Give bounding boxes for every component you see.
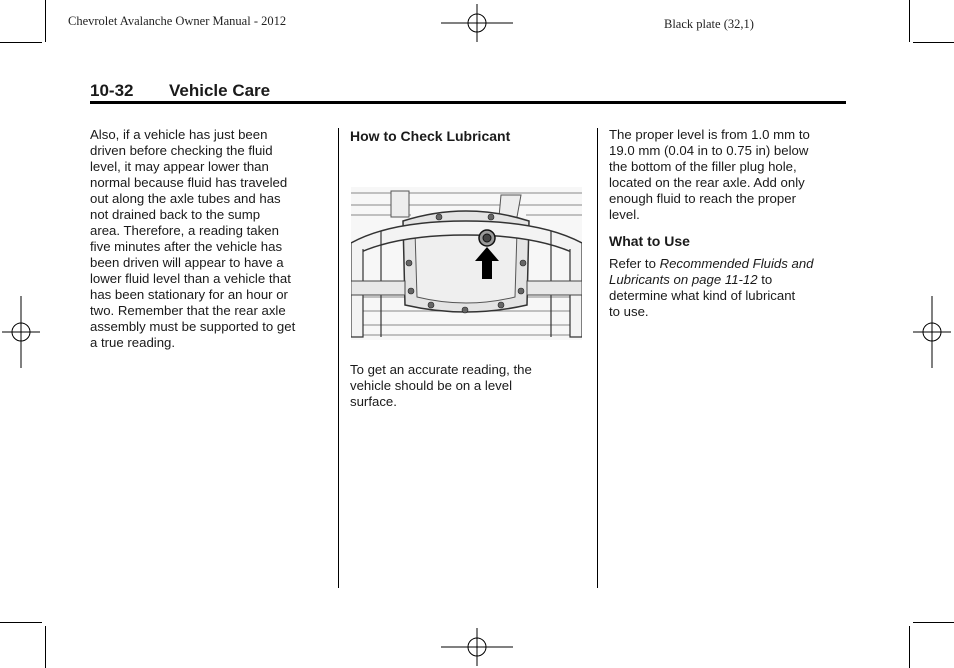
text-line: has been stationary for an hour or [90,287,288,302]
text-line: a true reading. [90,335,176,350]
registration-mark-icon [913,296,951,368]
crop-mark [0,622,42,623]
text-line: area. Therefore, a reading taken [90,223,279,238]
reference-line [609,272,849,288]
ref-suffix: to [757,272,773,287]
crop-mark [913,42,954,43]
text-line: not drained back to the sump [90,207,261,222]
crop-mark [0,42,42,43]
section-heading-what-to-use: What to Use [609,233,690,249]
text-line: lower fluid level than a vehicle that [90,271,291,286]
text-line: been driven will appear to have a [90,255,284,270]
column-1-text [90,127,330,351]
registration-mark-icon [441,4,513,42]
crop-mark [45,0,46,42]
plate-label: Black plate (32,1) [664,17,754,31]
heading-rule [90,101,846,104]
cross-reference-link[interactable]: Lubricants on page 11-12 [609,272,758,287]
page-number: 10-32 [90,81,134,100]
crop-mark [45,626,46,668]
reference-line [609,256,849,272]
column-2-text [350,362,590,410]
crop-mark [909,626,910,668]
crop-mark [909,0,910,42]
text-line: located on the rear axle. Add only [609,175,805,190]
registration-mark-icon [2,296,40,368]
crop-mark [913,622,954,623]
text-line: five minutes after the vehicle has [90,239,283,254]
text-line: driven before checking the fluid [90,143,273,158]
text-line: enough fluid to reach the proper [609,191,796,206]
registration-mark-icon [441,628,513,666]
text-line: 19.0 mm (0.04 in to 0.75 in) below [609,143,809,158]
rear-axle-filler-plug-illustration-icon [351,187,582,340]
page-heading [90,81,270,101]
text-line: Also, if a vehicle has just been [90,127,268,142]
text-line: To get an accurate reading, the [350,362,532,377]
text-line: level. [609,207,640,222]
ref-prefix: Refer to [609,256,660,271]
text-line: out along the axle tubes and has [90,191,281,206]
column-divider [597,128,598,588]
text-line: determine what kind of lubricant [609,288,796,303]
column-3-what-to-use [609,232,849,320]
text-line: the bottom of the filler plug hole, [609,159,797,174]
text-line: assembly must be supported to get [90,319,296,334]
text-line: surface. [350,394,397,409]
section-heading-check-lubricant: How to Check Lubricant [350,128,511,144]
column-divider [338,128,339,588]
cross-reference-link[interactable]: Recommended Fluids and [659,256,814,271]
text-line: normal because fluid has traveled [90,175,288,190]
text-line: The proper level is from 1.0 mm to [609,127,810,142]
text-line: level, it may appear lower than [90,159,269,174]
section-title: Vehicle Care [169,81,271,100]
text-line: vehicle should be on a level [350,378,513,393]
text-line: to use. [609,304,649,319]
text-line: two. Remember that the rear axle [90,303,286,318]
column-3-text [609,127,849,223]
manual-title: Chevrolet Avalanche Owner Manual - 2012 [68,14,287,28]
column-2-heading-wrap [350,127,590,145]
